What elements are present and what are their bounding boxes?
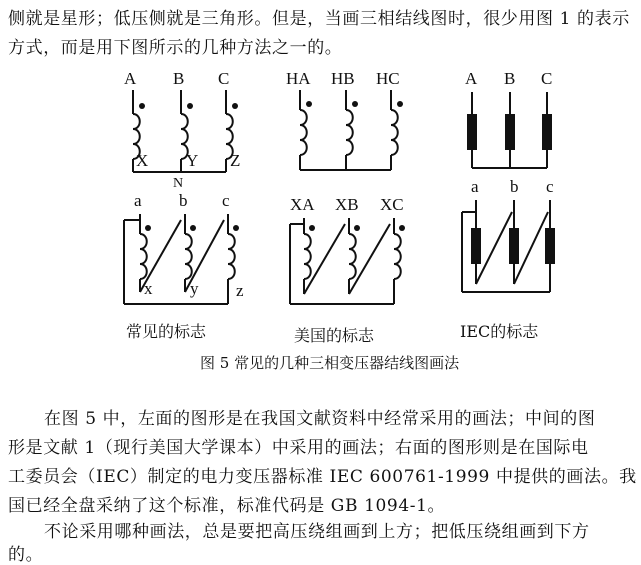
mid-hv-label-ha: HA <box>286 69 311 88</box>
left-hv-end-y: Y <box>186 151 199 170</box>
mid-lv-label-xc: XC <box>380 195 404 214</box>
para1-line-4: 国已经全盘采纳了这个标准，标准代码是 GB 1094-1。 <box>8 496 446 516</box>
left-lv-label-c: c <box>222 191 230 210</box>
left-hv-label-a: A <box>124 69 137 88</box>
left-neutral-n: N <box>173 176 184 191</box>
para2-line-1: 不论采用哪种画法，总是要把高压绕组画到上方；把低压绕组画到下方 <box>44 522 590 542</box>
left-panel-title: 常见的标志 <box>126 322 207 341</box>
intro-line-1: 侧就是星形；低压侧就是三角形。但是，当画三相结线图时，很少用图 1 的表示 <box>8 9 630 29</box>
figure-caption: 图 5 常见的几种三相变压器结线图画法 <box>200 354 460 372</box>
iec-lv-label-b: b <box>510 177 519 196</box>
left-lv-end-z: z <box>236 281 244 300</box>
mid-lv-label-xb: XB <box>335 195 359 214</box>
iec-hv-label-a: A <box>465 69 478 88</box>
iec-hv-label-c: C <box>541 69 553 88</box>
mid-hv-label-hb: HB <box>331 69 355 88</box>
iec-hv-blocks <box>467 114 552 150</box>
left-hv-label-b: B <box>173 69 185 88</box>
iec-panel-title: IEC的标志 <box>460 322 539 341</box>
para1-line-3: 工委员会（IEC）制定的电力变压器标准 IEC 600761-1999 中提供的画法。我 <box>8 467 637 487</box>
iec-lv-label-c: c <box>546 177 554 196</box>
para1-line-1: 在图 5 中，左面的图形是在我国文献资料中经常采用的画法；中间的图 <box>44 409 596 429</box>
left-lv-end-x: x <box>144 279 153 298</box>
left-lv-windings <box>124 214 235 304</box>
mid-lv-windings <box>290 218 401 304</box>
iec-lv-label-a: a <box>471 177 479 196</box>
mid-hv-label-hc: HC <box>376 69 400 88</box>
mid-hv-windings <box>300 90 398 170</box>
left-hv-label-c: C <box>218 69 230 88</box>
left-hv-end-x: X <box>136 151 149 170</box>
transformer-connection-figure <box>0 62 641 382</box>
intro-line-2: 方式，而是用下图所示的几种方法之一的。 <box>8 38 343 58</box>
para2-line-2: 的。 <box>8 545 44 565</box>
left-hv-end-z: Z <box>230 151 241 170</box>
iec-hv-label-b: B <box>504 69 516 88</box>
panel-us <box>286 69 405 345</box>
panel-iec <box>460 69 555 341</box>
iec-lv-blocks <box>471 228 555 264</box>
mid-lv-label-xa: XA <box>290 195 315 214</box>
para1-line-2: 形是文献 1（现行美国大学课本）中采用的画法；右面的图形则是在国际电 <box>8 438 589 458</box>
mid-panel-title: 美国的标志 <box>294 326 375 345</box>
panel-common <box>124 69 244 341</box>
left-lv-end-y: y <box>190 279 199 298</box>
left-lv-label-a: a <box>134 191 142 210</box>
left-lv-label-b: b <box>179 191 188 210</box>
